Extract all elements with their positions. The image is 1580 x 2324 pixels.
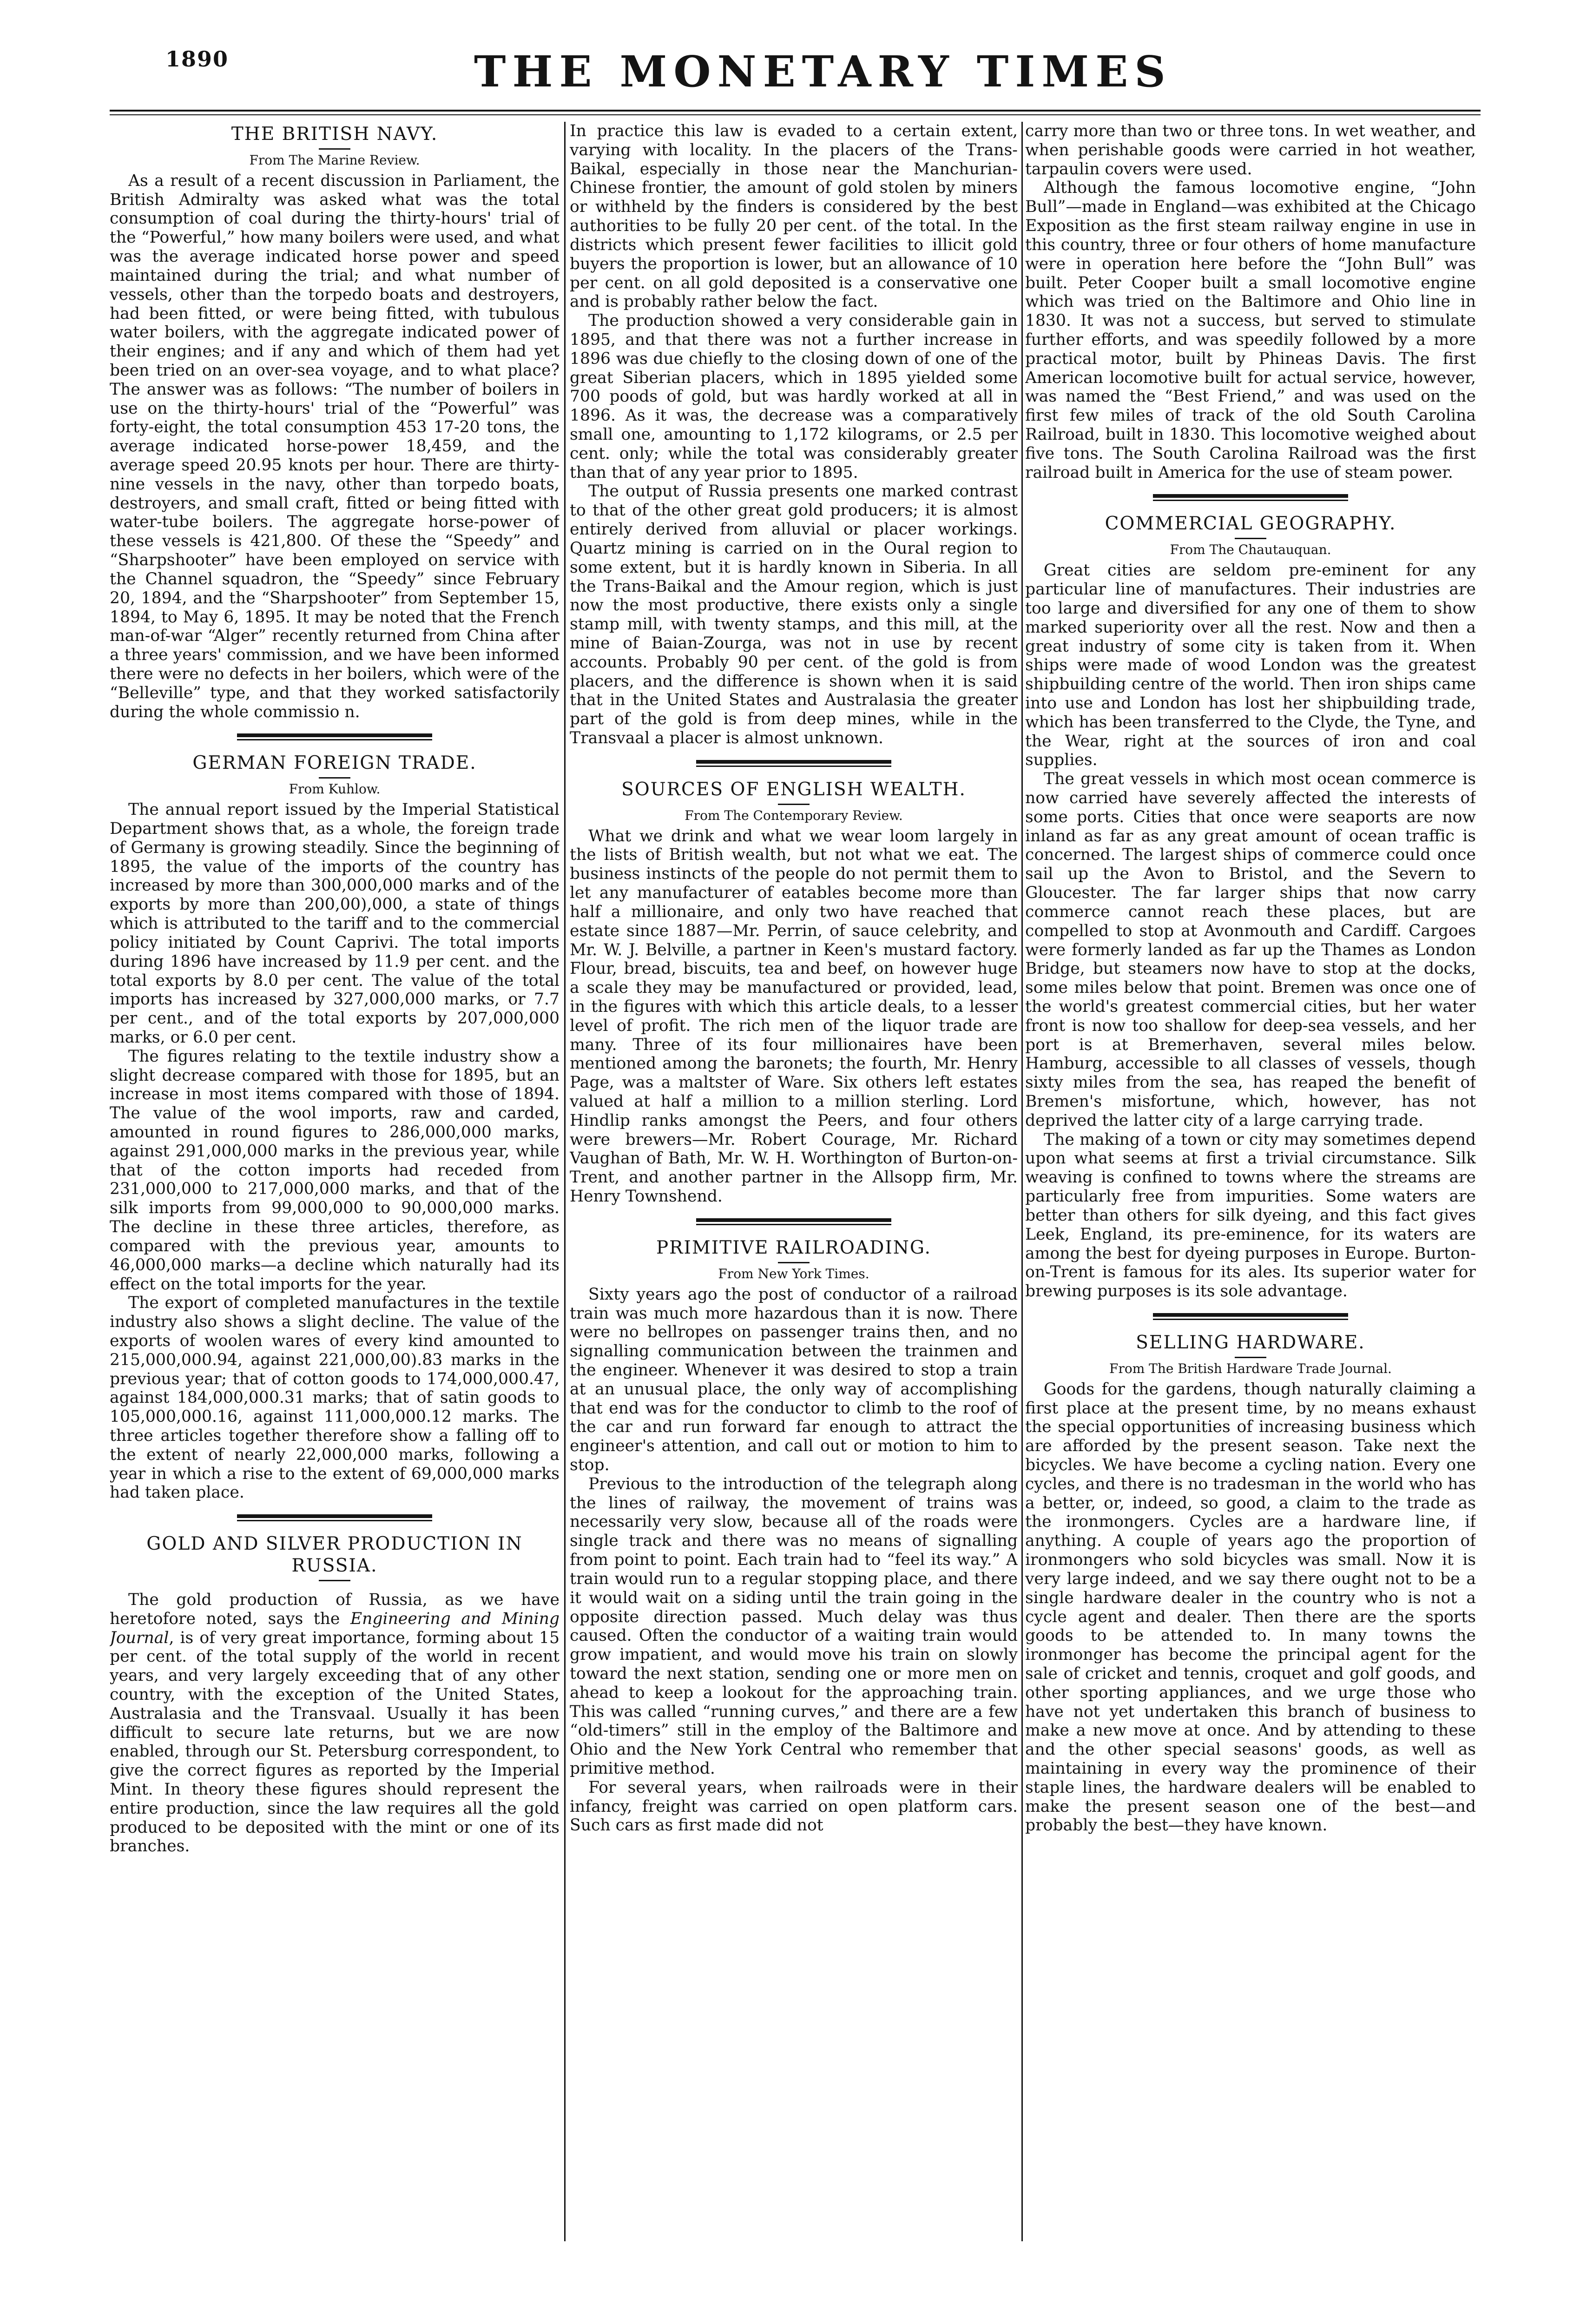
article-paragraph: For several years, when railroads were in their infancy, freight was carried on open platform cars. Such cars as first made did not: [570, 1778, 1018, 1835]
title-rule: [1235, 538, 1266, 539]
title-rule: [319, 148, 350, 150]
header-rule: [110, 110, 1481, 112]
article-separator: [696, 1218, 891, 1225]
article-paragraph: The great vessels in which most ocean commerce is now carried have severely affected the interests of some ports. Cities that once were seaports are now inland as far as any great amount of ocean traffic is concerned. The largest ships of commerce could once sail up the Avon to Bristol, and the Severn to Gloucester. The far larger ships that now carry commerce cannot reach these places, but are compelled to stop at Avonmouth and Cardiff. Cargoes were formerly landed as far up the Thames as London Bridge, but steamers now have to stop at the docks, some miles below that point. Bremen was once one of the world's greatest commercial cities, but her water front is now too shallow for deep-sea vessels, and her port is at Bremerhaven, several miles below. Hamburg, accessible to all classes of vessels, though sixty miles from the sea, has reaped the benefit of Bremen's misfortune, which, however, has not deprived the latter city of a large carrying trade.: [1025, 770, 1476, 1130]
paragraph-text: The gold production of Russia, as we have heretofore noted, says the: [110, 1590, 560, 1628]
title-rule: [778, 804, 810, 805]
article-title: GOLD AND SILVER PRODUCTION IN RUSSIA.: [146, 1533, 523, 1577]
column-2: [570, 122, 1018, 2241]
article-selling-hardware: [1025, 1332, 1476, 1835]
article-source: From The Contemporary Review.: [685, 807, 903, 823]
article-separator: [237, 733, 432, 740]
article-paragraph: In practice this law is evaded to a certain extent, varying with locality. In the placers of the Trans-Baikal, especially in those near the Manchurian-Chinese frontier, the amount of gold stolen by miners or withheld by the finders is considered by the best authorities to be fully 20 per cent. of the total. In the districts which present fewer facilities to illicit gold buyers the proportion is lower, but an allowance of 10 per cent. on all gold deposited is a conservative one and is probably rather below the fact.: [570, 122, 1018, 311]
page-header: [0, 0, 1580, 121]
article-commercial-geography: [1025, 513, 1476, 1301]
article-title: PRIMITIVE RAILROADING.: [656, 1237, 932, 1258]
article-paragraph: [110, 1591, 560, 1856]
header-rule-thin: [110, 114, 1481, 115]
article-source: From New York Times.: [718, 1266, 869, 1281]
article-paragraph: carry more than two or three tons. In wet weather, and when perishable goods were carried in hot weather, tarpaulin covers were used.: [1025, 122, 1476, 178]
column-divider: [564, 122, 566, 2241]
title-rule: [319, 1580, 350, 1581]
article-title: COMMERCIAL GEOGRAPHY.: [1105, 513, 1396, 535]
article-paragraph: The production showed a very considerable gain in 1895, and that there was not a further increase in 1896 was due chiefly to the closing down of one of the great Siberian placers, which in 1895 yielded some 700 poods of gold, but was hardly worked at all in 1896. As it was, the decrease was a comparatively small one, amounting to 1,172 kilograms, or 2.5 per cent. only; while the total was considerably greater than that of any year prior to 1895.: [570, 311, 1018, 482]
article-source: From The Chautauquan.: [1170, 542, 1331, 558]
masthead-title: THE MONETARY TIMES: [474, 46, 1172, 97]
article-title: THE BRITISH NAVY.: [231, 124, 438, 145]
article-separator: [696, 760, 891, 767]
article-title: GERMAN FOREIGN TRADE.: [192, 753, 477, 774]
title-rule: [319, 777, 350, 779]
article-title: SOURCES OF ENGLISH WEALTH.: [621, 779, 966, 800]
journal-name: Engineering and Mining Journal: [110, 1609, 560, 1647]
column-3: [1025, 122, 1476, 2241]
article-paragraph: The making of a town or city may sometimes depend upon what seems at first a trivial circumstance. Silk weaving is confined to towns where the streams are particularly free from impurities. Some waters are better than others for silk dyeing, and this fact gives Leek, England, its pre-eminence, for its waters are among the best for dyeing purposes in Europe. Burton-on-Trent is famous for its ales. Its superior water for brewing purposes is its sole advantage.: [1025, 1130, 1476, 1301]
article-gold-silver-russia: [110, 1533, 560, 1856]
column-divider: [1021, 122, 1023, 2241]
article-title: SELLING HARDWARE.: [1136, 1332, 1365, 1353]
article-paragraph: Great cities are seldom pre-eminent for any particular line of manufactures. Their industries are too large and diversified for any one of them to show marked superiority over all the rest. Now and then a great industry of some city is taken from it. When ships were made of wood London was the greatest shipbuilding centre of the world. Then iron ships came into use and London has lost her shipbuilding trade, which has been transferred to the Clyde, the Tyne, and the Wear, right at the sources of iron and coal supplies.: [1025, 561, 1476, 770]
article-british-navy: [110, 124, 560, 721]
article-paragraph: What we drink and what we wear loom largely in the lists of British wealth, but not what we eat. The business instincts of the people do not permit them to let any manufacturer of eatables become more than half a millionaire, and only two have reached that estate since 1887—Mr. Perrin, of sauce celebrity, and Mr. W. J. Belville, a partner in Keen's mustard factory. Flour, bread, biscuits, tea and beef, on however huge a scale they may be manufactured or provided, lead, in the figures with which this article deals, to a lesser level of profit. The rich men of the liquor trade are many. Three of its four millionaires have been mentioned among the baronets; the fourth, Mr. Henry Page, was a maltster of Ware. Six others left estates valued at half a million to a million sterling. Lord Hindlip ranks amongst the Peers, and four others were brewers—Mr. Robert Courage, Mr. Richard Vaughan of Bath, Mr. W. H. Worthington of Burton-on-Trent, and another partner in the Allsopp firm, Mr. Henry Townshend.: [570, 826, 1018, 1206]
article-paragraph: The figures relating to the textile industry show a slight decrease compared with those for 1895, but an increase in most items compared with those of 1894. The value of the wool imports, raw and carded, amounted in round figures to 286,000,000 marks, against 291,000,000 marks in the previous year, while that of the cotton imports had receded from 231,000,000 to 217,000,000 marks, and that of the silk imports from 99,000,000 to 90,000,000 marks. The decline in these three articles, therefore, as compared with the previous year, amounts to 46,000,000 marks—a decline which naturally had its effect on the total imports for the year.: [110, 1047, 560, 1294]
article-paragraph: Although the famous locomotive engine, “John Bull”—made in England—was exhibited at the Chicago Exposition as the first steam railway engine in use in this country, three or four others of home manufacture were in operation here before the “John Bull” was built. Peter Cooper built a small locomotive engine which was tried on the Baltimore and Ohio line in 1830. It was not a success, but served to stimulate further efforts, and was speedily followed by a more practical motor, built by Phineas Davis. The first American locomotive built for actual service, however, was named the “Best Friend,” and was used on the first few miles of track of the old South Carolina Railroad, built in 1830. This locomotive weighed about five tons. The South Carolina Railroad was the first railroad built in America for the use of steam power.: [1025, 178, 1476, 482]
article-paragraph: Previous to the introduction of the telegraph along the lines of railway, the movement of trains was necessarily very slow, because all of the roads were single track and there was no means of signalling from point to point. Each train had to “feel its way.” A train would run to a regular stopping place, and there it would wait on a siding until the train going in the opposite direction passed. Much delay was thus caused. Often the conductor of a waiting train would grow impatient, and would move his train on slowly toward the next station, sending one or more men on ahead to keep a lookout for the approaching train. This was called “running curves,” and there are a few “old-timers” still in the employ of the Baltimore and Ohio and the New York Central who remember that primitive method.: [570, 1474, 1018, 1778]
article-paragraph: As a result of a recent discussion in Parliament, the British Admiralty was asked what was the total consumption of coal during the thirty-hours' trial of the “Powerful,” how many boilers were used, and what was the average indicated horse power and speed maintained during the trial; and what number of vessels, other than the torpedo boats and destroyers, had been fitted, or were being fitted, with tubulous water boilers, with the aggregate indicated power of their engines; and if any and which of them had yet been tried on an over-sea voyage, and to what place? The answer was as follows: “The number of boilers in use on the thirty-hours' trial of the “Powerful” was forty-eight, the total consumption 453 17-20 tons, the average indicated horse-power 18,459, and the average speed 20.95 knots per hour. There are thirty-nine vessels in the navy, other than torpedo boats, destroyers, and small craft, fitted or being fitted with water-tube boilers. The aggregate horse-power of these vessels is 421,800. Of these the “Speedy” and “Sharpshooter” have been employed on service with the Channel squadron, the “Speedy” since February 20, 1894, and the “Sharpshooter” from September 15, 1894, to May 6, 1895. It may be noted that the French man-of-war “Alger” recently returned from China after a three years' commission, and we have been informed there were no defects in her boilers, which were of the “Belleville” type, and that they worked satisfactorily during the whole commissio n.: [110, 171, 560, 721]
article-source: From The British Hardware Trade Journal.: [1109, 1360, 1392, 1376]
title-rule: [778, 1262, 810, 1263]
article-separator: [1153, 1313, 1348, 1320]
article-gold-continued: [570, 122, 1018, 748]
article-source: From Kuhlow.: [289, 781, 381, 797]
article-primitive-railroading: [570, 1237, 1018, 1835]
paragraph-text: , is of very great importance, forming about 15 per cent. of the total supply of the world in recent years, and very largely exceeding that of any other country, with the exception of the United States, Australasia and the Transvaal. Usually it has been difficult to secure late returns, but we are now enabled, through our St. Petersburg correspondent, to give the correct figures as reported by the Imperial Mint. In theory these figures should represent the entire production, since the law requires all the gold produced to be deposited with the mint or one of its branches.: [110, 1628, 560, 1856]
article-railroading-continued: [1025, 122, 1476, 482]
page-number: 1890: [165, 46, 229, 72]
article-separator: [237, 1514, 432, 1521]
article-paragraph: Goods for the gardens, though naturally claiming a first place at the present time, by no means exhaust the special opportunities of increasing business which are afforded by the present season. Take next the bicycles. We have become a cycling nation. Every one cycles, and there is no tradesman in the world who has a better, or, indeed, so good, a claim to the trade as the ironmongers. Cycles are a hardware line, if anything. A couple of years ago the proportion of ironmongers who sold bicycles was small. Now it is very large indeed, and we say there ought not to be a single hardware dealer in the country who is not a cycle agent and dealer. Then there are the sports goods to be attended to. In many towns the ironmonger has become the principal agent for the sale of cricket and tennis, croquet and golf goods, and other sporting appliances, and we urge those who have not yet undertaken this branch of business to make a new move at once. And by attending to these and the other special seasons' goods, as well as maintaining in every way the prominence of their staple lines, the hardware dealers will be enabled to make the present season one of the best—and probably the best—they have known.: [1025, 1380, 1476, 1835]
article-english-wealth: [570, 779, 1018, 1206]
article-separator: [1153, 494, 1348, 501]
column-1: [110, 122, 560, 2241]
article-paragraph: The export of completed manufactures in the textile industry also shows a slight decline. The value of the exports of woolen wares of every kind amounted to 215,000,000.94, against 221,000,00).83 marks in the previous year; that of cotton goods to 174,000,000.47, against 184,000,000.31 marks; that of satin goods to 105,000,000.16, against 111,000,000.12 marks. The three articles together therefore show a falling off to the extent of nearly 22,000,000 marks, following a year in which a rise to the extent of 69,000,000 marks had taken place.: [110, 1294, 560, 1502]
article-paragraph: The annual report issued by the Imperial Statistical Department shows that, as a whole, the foreign trade of Germany is growing steadily. Since the beginning of 1895, the value of the imports of the country has increased by more than 300,000,000 marks and of the exports by more than 200,00),000, a state of things which is attributed to the tariff and to the commercial policy initiated by Count Caprivi. The total imports during 1896 have increased by 11.9 per cent. and the total exports by 8.0 per cent. The value of the total imports has increased by 327,000,000 marks, or 7.7 per cent., and of the total exports by 207,000,000 marks, or 6.0 per cent.: [110, 800, 560, 1047]
article-german-foreign-trade: [110, 753, 560, 1502]
title-rule: [1235, 1357, 1266, 1358]
article-source: From The Marine Review.: [249, 152, 420, 168]
article-paragraph: The output of Russia presents one marked contrast to that of the other great gold producers; it is almost entirely derived from alluvial or placer workings. Quartz mining is carried on in the Oural region to some extent, but it is hardly known in Siberia. In all the Trans-Baikal and the Amour region, which is just now the most productive, there exists only a single stamp mill, with twenty stamps, and this mill, at the mine of Baian-Zourga, was not in use by recent accounts. Probably 90 per cent. of the gold is from placers, and the difference is shown when it is said that in the United States and Australasia the greater part of the gold is from deep mines, while in the Transvaal a placer is almost unknown.: [570, 482, 1018, 747]
article-paragraph: Sixty years ago the post of conductor of a railroad train was much more hazardous than it is now. There were no bellropes on passenger trains then, and no signalling communication between the trainmen and the engineer. Whenever it was desired to stop a train at an unusual place, the only way of accomplishing that end was for the conductor to climb to the roof of the car and run forward far enough to attract the engineer's attention, and call out or motion to him to stop.: [570, 1285, 1018, 1475]
